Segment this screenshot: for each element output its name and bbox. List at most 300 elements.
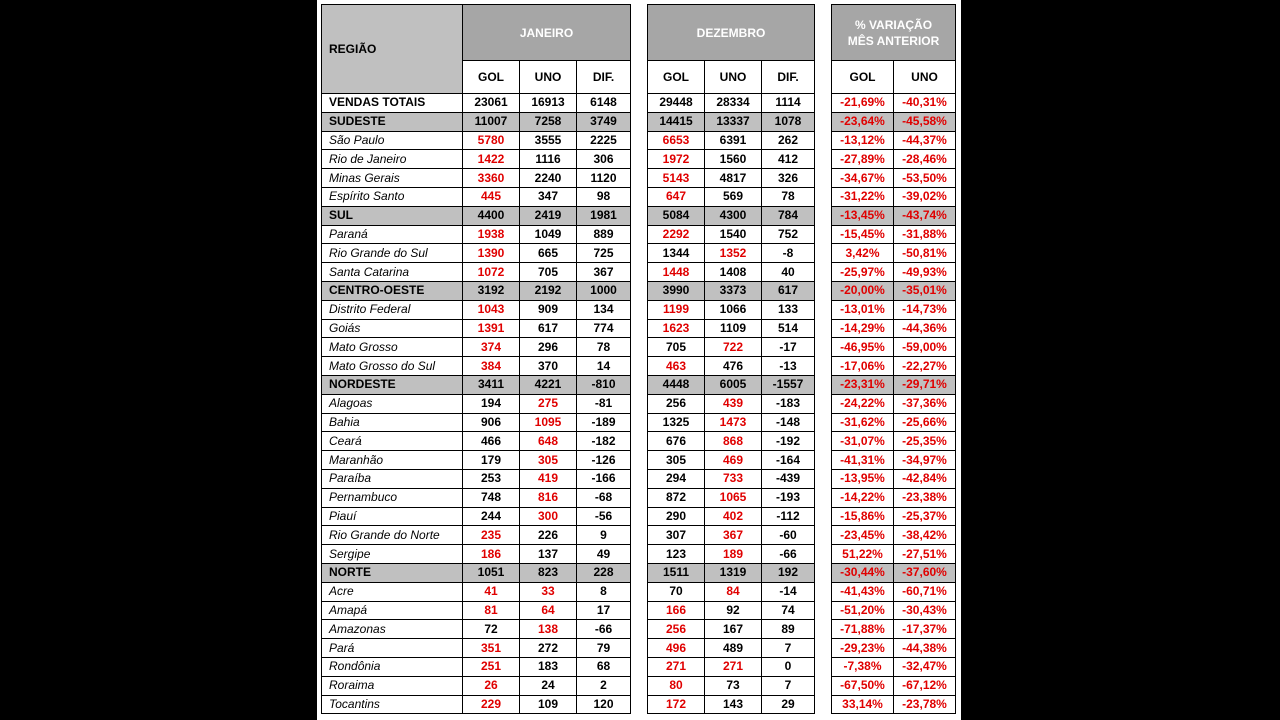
jan-dif-cell: -189 [577, 413, 631, 432]
jan-gol-cell: 1391 [463, 319, 520, 338]
jan-uno-cell: 109 [520, 695, 577, 714]
jan-gol-cell: 26 [463, 676, 520, 695]
jan-gol-cell: 1422 [463, 150, 520, 169]
jan-uno-cell: 705 [520, 263, 577, 282]
region-name: VENDAS TOTAIS [322, 94, 463, 113]
jan-dif-cell: -166 [577, 469, 631, 488]
dez-uno-cell: 13337 [705, 112, 762, 131]
jan-dif-cell: 306 [577, 150, 631, 169]
dez-dif-cell: 326 [762, 169, 815, 188]
dez-uno-cell: 367 [705, 526, 762, 545]
jan-dif-cell: 17 [577, 601, 631, 620]
table-row-var-rondonia [832, 657, 956, 676]
jan-gol-cell: 72 [463, 620, 520, 639]
var-uno-cell: -44,37% [894, 131, 956, 150]
region-name: SUL [322, 206, 463, 225]
region-name: Rio de Janeiro [322, 150, 463, 169]
region-name: Piauí [322, 507, 463, 526]
jan-dif-cell: 228 [577, 563, 631, 582]
var-uno-cell: -37,60% [894, 563, 956, 582]
dez-dif-cell: 617 [762, 281, 815, 300]
table-row-dez-mato-grosso [648, 338, 815, 357]
var-uno-cell: -31,88% [894, 225, 956, 244]
region-name: Rondônia [322, 657, 463, 676]
jan-uno-cell: 64 [520, 601, 577, 620]
region-name: Pernambuco [322, 488, 463, 507]
dez-gol-cell: 647 [648, 187, 705, 206]
region-name: Amapá [322, 601, 463, 620]
dez-uno-cell: 402 [705, 507, 762, 526]
region-name: São Paulo [322, 131, 463, 150]
jan-gol-cell: 1938 [463, 225, 520, 244]
var-uno-cell: -40,31% [894, 94, 956, 113]
var-gol-header: GOL [832, 61, 894, 94]
var-gol-cell: -46,95% [832, 338, 894, 357]
jan-uno-cell: 296 [520, 338, 577, 357]
table-row-var-vendas-totais [832, 94, 956, 113]
dez-uno-cell: 489 [705, 639, 762, 658]
table-row-var-sudeste [832, 112, 956, 131]
var-uno-cell: -49,93% [894, 263, 956, 282]
dez-gol-cell: 1623 [648, 319, 705, 338]
regiao-janeiro-table [321, 4, 631, 714]
table-row-tocantins [322, 695, 631, 714]
jan-gol-cell: 374 [463, 338, 520, 357]
var-gol-cell: -7,38% [832, 657, 894, 676]
dez-gol-cell: 172 [648, 695, 705, 714]
jan-dif-cell: 1981 [577, 206, 631, 225]
dez-uno-cell: 143 [705, 695, 762, 714]
dez-uno-cell: 4300 [705, 206, 762, 225]
dez-gol-cell: 1199 [648, 300, 705, 319]
dez-gol-cell: 290 [648, 507, 705, 526]
table-row-dez-tocantins [648, 695, 815, 714]
jan-uno-cell: 226 [520, 526, 577, 545]
jan-dif-cell: -81 [577, 394, 631, 413]
dez-gol-cell: 307 [648, 526, 705, 545]
table-row-pernambuco [322, 488, 631, 507]
jan-dif-cell: -56 [577, 507, 631, 526]
table-row-santa-catarina [322, 263, 631, 282]
dez-dif-cell: -13 [762, 357, 815, 376]
jan-gol-cell: 748 [463, 488, 520, 507]
region-name: Mato Grosso do Sul [322, 357, 463, 376]
table-row-var-sul [832, 206, 956, 225]
table-row-var-pernambuco [832, 488, 956, 507]
table-row-var-rio-de-janeiro [832, 150, 956, 169]
table-row-dez-pernambuco [648, 488, 815, 507]
dez-dif-cell: 752 [762, 225, 815, 244]
jan-uno-cell: 7258 [520, 112, 577, 131]
jan-dif-cell: -126 [577, 451, 631, 470]
dez-uno-cell: 1560 [705, 150, 762, 169]
jan-uno-cell: 347 [520, 187, 577, 206]
dez-gol-cell: 1448 [648, 263, 705, 282]
table-row-var-para [832, 639, 956, 658]
dez-gol-cell: 705 [648, 338, 705, 357]
region-name: NORTE [322, 563, 463, 582]
jan-uno-cell: 2192 [520, 281, 577, 300]
var-uno-cell: -44,36% [894, 319, 956, 338]
jan-uno-cell: 24 [520, 676, 577, 695]
var-gol-cell: -51,20% [832, 601, 894, 620]
var-gol-cell: -41,31% [832, 451, 894, 470]
dez-gol-cell: 872 [648, 488, 705, 507]
table-row-dez-norte [648, 563, 815, 582]
table-row-var-mato-grosso-do-sul [832, 357, 956, 376]
dez-gol-cell: 294 [648, 469, 705, 488]
dez-uno-cell: 84 [705, 582, 762, 601]
sales-sheet [317, 0, 961, 720]
region-name: Distrito Federal [322, 300, 463, 319]
jan-uno-cell: 275 [520, 394, 577, 413]
dez-gol-cell: 1325 [648, 413, 705, 432]
dez-gol-cell: 123 [648, 545, 705, 564]
table-row-dez-bahia [648, 413, 815, 432]
table-row-sudeste [322, 112, 631, 131]
table-row-dez-santa-catarina [648, 263, 815, 282]
jan-uno-cell: 3555 [520, 131, 577, 150]
table-row-var-nordeste [832, 375, 956, 394]
dez-dif-cell: -112 [762, 507, 815, 526]
table-row-dez-rio-grande-do-sul [648, 244, 815, 263]
table-row-dez-amapa [648, 601, 815, 620]
jan-uno-cell: 300 [520, 507, 577, 526]
dez-uno-cell: 271 [705, 657, 762, 676]
var-uno-cell: -23,78% [894, 695, 956, 714]
jan-dif-cell: 14 [577, 357, 631, 376]
var-uno-cell: -42,84% [894, 469, 956, 488]
dez-gol-cell: 5143 [648, 169, 705, 188]
table-row-maranhao [322, 451, 631, 470]
table-row-dez-alagoas [648, 394, 815, 413]
dez-uno-cell: 1352 [705, 244, 762, 263]
dez-dif-cell: 412 [762, 150, 815, 169]
jan-uno-cell: 272 [520, 639, 577, 658]
jan-uno-cell: 909 [520, 300, 577, 319]
var-gol-cell: -71,88% [832, 620, 894, 639]
table-row-var-mato-grosso [832, 338, 956, 357]
var-gol-cell: -14,29% [832, 319, 894, 338]
dez-uno-cell: 439 [705, 394, 762, 413]
jan-uno-header: UNO [520, 61, 577, 94]
jan-gol-cell: 41 [463, 582, 520, 601]
jan-gol-cell: 253 [463, 469, 520, 488]
table-row-dez-maranhao [648, 451, 815, 470]
jan-gol-cell: 5780 [463, 131, 520, 150]
var-gol-cell: -25,97% [832, 263, 894, 282]
region-name: Sergipe [322, 545, 463, 564]
var-gol-cell: 33,14% [832, 695, 894, 714]
table-row-var-parana [832, 225, 956, 244]
jan-uno-cell: 823 [520, 563, 577, 582]
table-row-amazonas [322, 620, 631, 639]
var-gol-cell: -15,45% [832, 225, 894, 244]
jan-dif-cell: 889 [577, 225, 631, 244]
var-uno-cell: -27,51% [894, 545, 956, 564]
region-name: NORDESTE [322, 375, 463, 394]
table-row-piaui [322, 507, 631, 526]
var-gol-cell: -27,89% [832, 150, 894, 169]
dez-uno-cell: 569 [705, 187, 762, 206]
jan-dif-cell: 6148 [577, 94, 631, 113]
var-uno-cell: -30,43% [894, 601, 956, 620]
table-row-dez-rio-de-janeiro [648, 150, 815, 169]
dez-dif-cell: -193 [762, 488, 815, 507]
table-row-var-santa-catarina [832, 263, 956, 282]
table-row-dez-acre [648, 582, 815, 601]
var-uno-cell: -25,37% [894, 507, 956, 526]
table-row-dez-vendas-totais [648, 94, 815, 113]
var-uno-cell: -38,42% [894, 526, 956, 545]
table-row-var-sergipe [832, 545, 956, 564]
var-gol-cell: -15,86% [832, 507, 894, 526]
jan-dif-cell: 367 [577, 263, 631, 282]
table-row-var-ceara [832, 432, 956, 451]
dez-dif-cell: 0 [762, 657, 815, 676]
table-row-var-tocantins [832, 695, 956, 714]
dez-dif-cell: 262 [762, 131, 815, 150]
table-row-var-bahia [832, 413, 956, 432]
dez-dif-cell: -192 [762, 432, 815, 451]
region-name: Alagoas [322, 394, 463, 413]
var-uno-cell: -60,71% [894, 582, 956, 601]
jan-dif-cell: 8 [577, 582, 631, 601]
dez-gol-cell: 305 [648, 451, 705, 470]
region-name: Acre [322, 582, 463, 601]
table-row-var-piaui [832, 507, 956, 526]
jan-dif-cell: 9 [577, 526, 631, 545]
dez-dif-cell: -14 [762, 582, 815, 601]
region-name: Mato Grosso [322, 338, 463, 357]
var-uno-cell: -37,36% [894, 394, 956, 413]
var-uno-cell: -22,27% [894, 357, 956, 376]
jan-uno-cell: 419 [520, 469, 577, 488]
var-gol-cell: -30,44% [832, 563, 894, 582]
jan-gol-cell: 1390 [463, 244, 520, 263]
table-row-var-alagoas [832, 394, 956, 413]
var-gol-cell: -13,95% [832, 469, 894, 488]
dez-gol-cell: 2292 [648, 225, 705, 244]
var-gol-cell: -29,23% [832, 639, 894, 658]
table-row-var-acre [832, 582, 956, 601]
dez-uno-cell: 6005 [705, 375, 762, 394]
var-gol-cell: -20,00% [832, 281, 894, 300]
region-name: Pará [322, 639, 463, 658]
dez-uno-cell: 4817 [705, 169, 762, 188]
var-uno-cell: -53,50% [894, 169, 956, 188]
jan-gol-cell: 3192 [463, 281, 520, 300]
table-row-var-norte [832, 563, 956, 582]
region-name: Santa Catarina [322, 263, 463, 282]
jan-dif-cell: 78 [577, 338, 631, 357]
table-row-dez-piaui [648, 507, 815, 526]
jan-dif-cell: 2225 [577, 131, 631, 150]
dez-dif-cell: 29 [762, 695, 815, 714]
region-name: Rio Grande do Norte [322, 526, 463, 545]
table-row-mato-grosso-do-sul [322, 357, 631, 376]
var-uno-cell: -39,02% [894, 187, 956, 206]
jan-uno-cell: 648 [520, 432, 577, 451]
jan-gol-cell: 186 [463, 545, 520, 564]
dez-gol-cell: 271 [648, 657, 705, 676]
jan-dif-cell: -68 [577, 488, 631, 507]
dez-gol-cell: 80 [648, 676, 705, 695]
var-gol-cell: -67,50% [832, 676, 894, 695]
jan-gol-cell: 906 [463, 413, 520, 432]
dez-gol-cell: 29448 [648, 94, 705, 113]
jan-gol-cell: 466 [463, 432, 520, 451]
region-name: Minas Gerais [322, 169, 463, 188]
dez-uno-cell: 476 [705, 357, 762, 376]
table-row-dez-espirito-santo [648, 187, 815, 206]
dez-dif-cell: -1557 [762, 375, 815, 394]
regiao-janeiro-body [322, 94, 631, 714]
jan-uno-cell: 1116 [520, 150, 577, 169]
table-row-dez-sudeste [648, 112, 815, 131]
table-row-dez-rio-grande-do-norte [648, 526, 815, 545]
dez-gol-header: GOL [648, 61, 705, 94]
table-row-nordeste [322, 375, 631, 394]
dez-gol-cell: 256 [648, 394, 705, 413]
jan-gol-cell: 251 [463, 657, 520, 676]
dez-dif-cell: 89 [762, 620, 815, 639]
dez-dif-cell: 1114 [762, 94, 815, 113]
var-gol-cell: -31,22% [832, 187, 894, 206]
jan-dif-cell: 774 [577, 319, 631, 338]
table-row-var-rio-grande-do-sul [832, 244, 956, 263]
table-row-var-paraiba [832, 469, 956, 488]
table-row-sao-paulo [322, 131, 631, 150]
table-row-var-minas-gerais [832, 169, 956, 188]
var-gol-cell: -23,31% [832, 375, 894, 394]
jan-uno-cell: 617 [520, 319, 577, 338]
var-uno-cell: -28,46% [894, 150, 956, 169]
var-uno-cell: -17,37% [894, 620, 956, 639]
var-uno-cell: -35,01% [894, 281, 956, 300]
table-row-var-sao-paulo [832, 131, 956, 150]
table-row-var-amazonas [832, 620, 956, 639]
jan-gol-cell: 11007 [463, 112, 520, 131]
table-row-dez-amazonas [648, 620, 815, 639]
region-name: Rio Grande do Sul [322, 244, 463, 263]
var-uno-cell: -50,81% [894, 244, 956, 263]
dez-uno-cell: 73 [705, 676, 762, 695]
var-gol-cell: 51,22% [832, 545, 894, 564]
jan-dif-cell: -66 [577, 620, 631, 639]
dez-uno-cell: 167 [705, 620, 762, 639]
var-uno-cell: -23,38% [894, 488, 956, 507]
var-gol-cell: -24,22% [832, 394, 894, 413]
region-name: Roraima [322, 676, 463, 695]
jan-dif-cell: 1120 [577, 169, 631, 188]
table-row-rio-de-janeiro [322, 150, 631, 169]
table-row-minas-gerais [322, 169, 631, 188]
table-row-paraiba [322, 469, 631, 488]
table-row-var-distrito-federal [832, 300, 956, 319]
jan-uno-cell: 183 [520, 657, 577, 676]
table-row-var-amapa [832, 601, 956, 620]
dez-uno-cell: 1065 [705, 488, 762, 507]
regiao-header: REGIÃO [322, 5, 463, 94]
dez-dif-cell: 1078 [762, 112, 815, 131]
dez-uno-cell: 6391 [705, 131, 762, 150]
table-row-dez-sergipe [648, 545, 815, 564]
var-gol-cell: -13,01% [832, 300, 894, 319]
jan-dif-cell: 68 [577, 657, 631, 676]
jan-gol-cell: 351 [463, 639, 520, 658]
dez-dif-cell: -148 [762, 413, 815, 432]
table-row-var-rio-grande-do-norte [832, 526, 956, 545]
janeiro-header: JANEIRO [463, 5, 631, 61]
region-name: Espírito Santo [322, 187, 463, 206]
var-uno-cell: -67,12% [894, 676, 956, 695]
jan-gol-cell: 23061 [463, 94, 520, 113]
jan-gol-cell: 194 [463, 394, 520, 413]
dez-dif-cell: -183 [762, 394, 815, 413]
dez-dif-cell: -439 [762, 469, 815, 488]
jan-gol-cell: 229 [463, 695, 520, 714]
dez-dif-cell: 78 [762, 187, 815, 206]
variacao-header [832, 5, 956, 61]
table-row-dez-mato-grosso-do-sul [648, 357, 815, 376]
table-row-para [322, 639, 631, 658]
jan-uno-cell: 4221 [520, 375, 577, 394]
variacao-header-line2: MÊS ANTERIOR [847, 33, 940, 48]
region-name: Tocantins [322, 695, 463, 714]
table-row-var-espirito-santo [832, 187, 956, 206]
jan-gol-cell: 1051 [463, 563, 520, 582]
var-gol-cell: 3,42% [832, 244, 894, 263]
dez-gol-cell: 1972 [648, 150, 705, 169]
variacao-header-line1: % VARIAÇÃO [854, 17, 933, 32]
jan-uno-cell: 816 [520, 488, 577, 507]
var-uno-cell: -34,97% [894, 451, 956, 470]
table-row-sergipe [322, 545, 631, 564]
dezembro-header: DEZEMBRO [648, 5, 815, 61]
dez-dif-cell: -60 [762, 526, 815, 545]
jan-dif-cell: 725 [577, 244, 631, 263]
dez-uno-cell: 1473 [705, 413, 762, 432]
region-name: CENTRO-OESTE [322, 281, 463, 300]
region-name: Goiás [322, 319, 463, 338]
jan-dif-cell: 49 [577, 545, 631, 564]
jan-dif-cell: 79 [577, 639, 631, 658]
var-uno-cell: -59,00% [894, 338, 956, 357]
var-gol-cell: -17,06% [832, 357, 894, 376]
table-row-dez-rondonia [648, 657, 815, 676]
table-row-dez-paraiba [648, 469, 815, 488]
table-row-dez-distrito-federal [648, 300, 815, 319]
var-uno-cell: -32,47% [894, 657, 956, 676]
jan-gol-cell: 3411 [463, 375, 520, 394]
var-gol-cell: -31,62% [832, 413, 894, 432]
table-row-acre [322, 582, 631, 601]
region-name: Paraná [322, 225, 463, 244]
table-row-dez-minas-gerais [648, 169, 815, 188]
region-name: Amazonas [322, 620, 463, 639]
jan-gol-cell: 4400 [463, 206, 520, 225]
jan-uno-cell: 370 [520, 357, 577, 376]
jan-uno-cell: 138 [520, 620, 577, 639]
table-row-var-maranhao [832, 451, 956, 470]
var-uno-header: UNO [894, 61, 956, 94]
table-row-dez-nordeste [648, 375, 815, 394]
dezembro-table [647, 4, 815, 714]
jan-gol-cell: 384 [463, 357, 520, 376]
var-uno-cell: -25,66% [894, 413, 956, 432]
jan-dif-header: DIF. [577, 61, 631, 94]
